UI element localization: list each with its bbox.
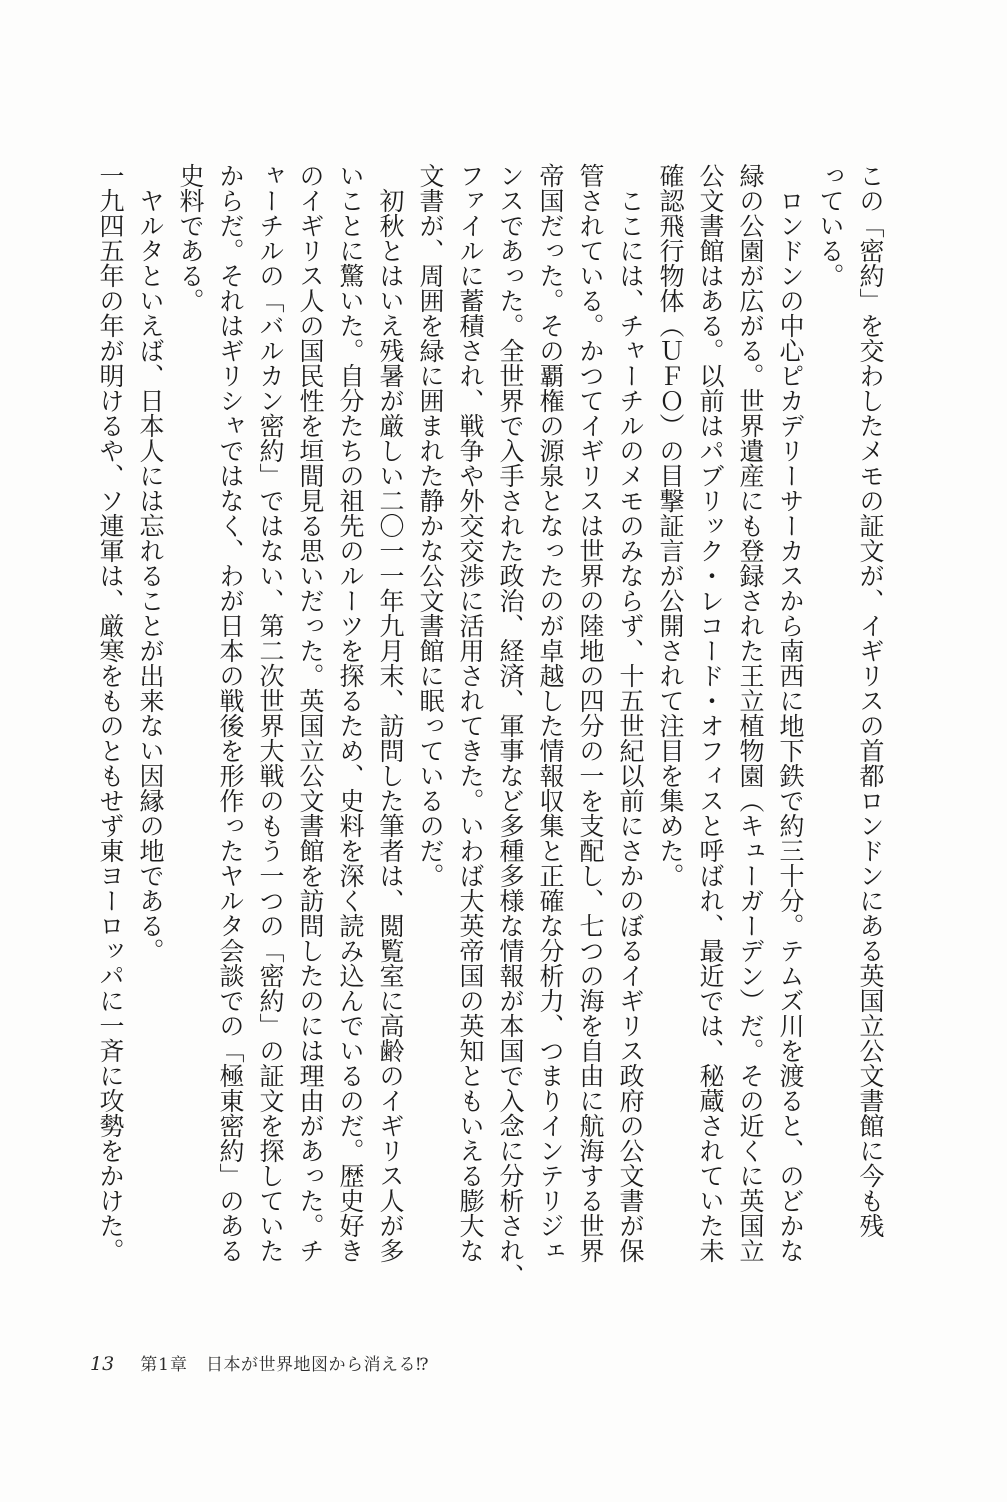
text-column: のイギリス人の国民性を垣間見る思いだった。英国立公文書館を訪問したのには理由があった。チ [296, 163, 325, 1263]
text-column: っている。 [816, 163, 845, 288]
text-column: ファイルに蓄積され、戦争や外交交渉に活用されてきた。いわば大英帝国の英知ともいえる膨大な [456, 163, 485, 1263]
text-column: ャーチルの「バルカン密約」ではない、第二次世界大戦のもう一つの「密約」の証文を探していた [256, 163, 285, 1263]
page-number: 13 [90, 1353, 115, 1375]
text-column: ロンドンの中心ピカデリーサーカスから南西に地下鉄で約三十分。テムズ川を渡ると、のどかな [776, 163, 805, 1263]
text-column: いことに驚いた。自分たちの祖先のルーツを探るため、史料を深く読み込んでいるのだ。歴史好き [336, 163, 365, 1263]
text-column: 管されている。かつてイギリスは世界の陸地の四分の一を支配し、七つの海を自由に航海する世界 [576, 163, 605, 1263]
text-column: 史料である。 [176, 163, 205, 313]
text-column: 一九四五年の年が明けるや、ソ連軍は、厳寒をものともせず東ヨーロッパに一斉に攻勢をかけた。 [96, 163, 125, 1263]
text-column: 帝国だった。その覇権の源泉となったのが卓越した情報収集と正確な分析力、つまりインテリジェ [536, 163, 565, 1263]
vertical-body-text [90, 163, 890, 1313]
text-column: ンスであった。全世界で入手された政治、経済、軍事など多種多様な情報が本国で入念に分析され、 [496, 163, 525, 1288]
text-column: ヤルタといえば、日本人には忘れることが出来ない因縁の地である。 [136, 163, 165, 963]
text-column: 文書が、周囲を緑に囲まれた静かな公文書館に眠っているのだ。 [416, 163, 445, 888]
text-column: 公文書館はある。以前はパブリック・レコード・オフィスと呼ばれ、最近では、秘蔵されていた未 [696, 163, 725, 1263]
text-column: この「密約」を交わしたメモの証文が、イギリスの首都ロンドンにある英国立公文書館に今も残 [856, 163, 885, 1238]
text-column: からだ。それはギリシャではなく、わが日本の戦後を形作ったヤルタ会談での「極東密約」のある [216, 163, 245, 1263]
text-column: 緑の公園が広がる。世界遺産にも登録された王立植物園（キューガーデン）だ。その近くに英国立 [736, 163, 765, 1263]
chapter-title: 日本が世界地図から消える⁉ [206, 1355, 430, 1375]
chapter-label: 第1章 [140, 1355, 189, 1375]
page-footer [90, 1350, 429, 1374]
text-column: 確認飛行物体（ＵＦＯ）の目撃証言が公開されて注目を集めた。 [656, 163, 685, 888]
text-column: ここには、チャーチルのメモのみならず、十五世紀以前にさかのぼるイギリス政府の公文書が保 [616, 163, 645, 1263]
text-column: 初秋とはいえ残暑が厳しい二〇一一年九月末、訪問した筆者は、閲覧室に高齢のイギリス人が多 [376, 163, 405, 1263]
